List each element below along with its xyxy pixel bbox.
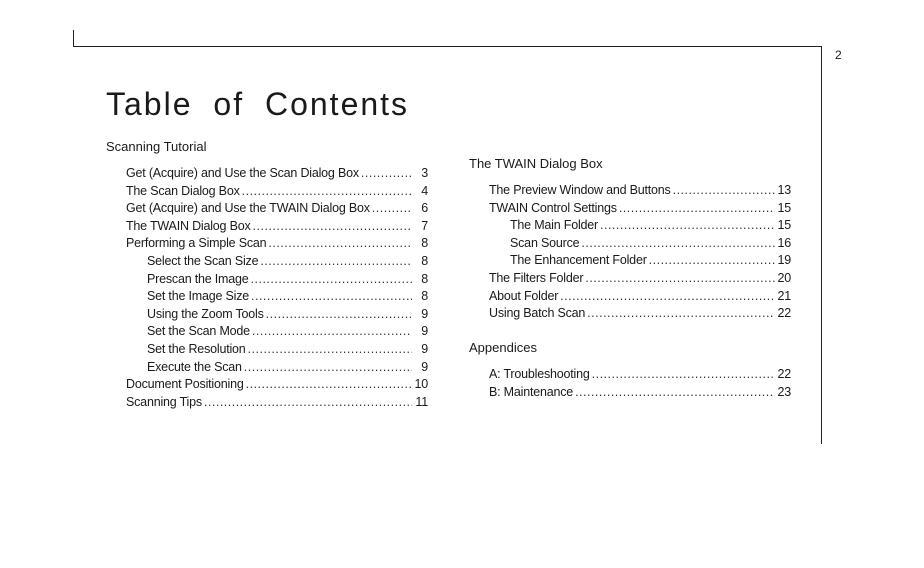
section-heading-appendices: Appendices bbox=[469, 340, 537, 355]
toc-entry[interactable]: Select the Scan Size ..... 8 bbox=[126, 253, 428, 271]
toc-list-twain-dialog-box bbox=[489, 182, 791, 323]
toc-entry[interactable]: About Folder ..... 21 bbox=[489, 288, 791, 306]
page-title: Table of Contents bbox=[106, 86, 410, 122]
toc-entry[interactable]: Using Batch Scan ..... 22 bbox=[489, 305, 791, 323]
toc-entry[interactable]: Set the Scan Mode ..... 9 bbox=[126, 323, 428, 341]
section-heading-scanning-tutorial: Scanning Tutorial bbox=[106, 139, 207, 154]
toc-entry[interactable]: TWAIN Control Settings ..... 15 bbox=[489, 200, 791, 218]
toc-entry[interactable]: Using the Zoom Tools ..... 9 bbox=[126, 306, 428, 324]
toc-entry[interactable]: Get (Acquire) and Use the TWAIN Dialog Box ..... 6 bbox=[126, 200, 428, 218]
toc-entry[interactable]: Set the Resolution ..... 9 bbox=[126, 341, 428, 359]
corner-rule-left bbox=[73, 30, 74, 47]
toc-entry[interactable]: A: Troubleshooting ..... 22 bbox=[489, 366, 791, 384]
toc-list-appendices bbox=[489, 366, 791, 401]
header-rule bbox=[73, 46, 821, 47]
section-heading-twain-dialog-box: The TWAIN Dialog Box bbox=[469, 156, 603, 171]
toc-entry[interactable]: Scan Source ..... 16 bbox=[489, 235, 791, 253]
toc-entry[interactable]: The Preview Window and Buttons ..... 13 bbox=[489, 182, 791, 200]
toc-entry[interactable]: The Scan Dialog Box ..... 4 bbox=[126, 183, 428, 201]
toc-entry[interactable]: Set the Image Size ..... 8 bbox=[126, 288, 428, 306]
toc-entry[interactable]: Prescan the Image ..... 8 bbox=[126, 271, 428, 289]
toc-entry[interactable]: Performing a Simple Scan ..... 8 bbox=[126, 235, 428, 253]
toc-entry[interactable]: Get (Acquire) and Use the Scan Dialog Box ..... 3 bbox=[126, 165, 428, 183]
toc-entry[interactable]: The Filters Folder ..... 20 bbox=[489, 270, 791, 288]
toc-entry[interactable]: Document Positioning ..... 10 bbox=[126, 376, 428, 394]
toc-entry[interactable]: The Enhancement Folder ..... 19 bbox=[489, 252, 791, 270]
toc-entry[interactable]: Scanning Tips ..... 11 bbox=[126, 394, 428, 412]
toc-entry[interactable]: B: Maintenance ..... 23 bbox=[489, 384, 791, 402]
toc-list-scanning-tutorial bbox=[126, 165, 428, 411]
toc-entry[interactable]: Execute the Scan ..... 9 bbox=[126, 359, 428, 377]
toc-entry[interactable]: The TWAIN Dialog Box ..... 7 bbox=[126, 218, 428, 236]
margin-rule-right bbox=[821, 46, 822, 444]
toc-entry[interactable]: The Main Folder ..... 15 bbox=[489, 217, 791, 235]
page-number: 2 bbox=[835, 48, 842, 62]
